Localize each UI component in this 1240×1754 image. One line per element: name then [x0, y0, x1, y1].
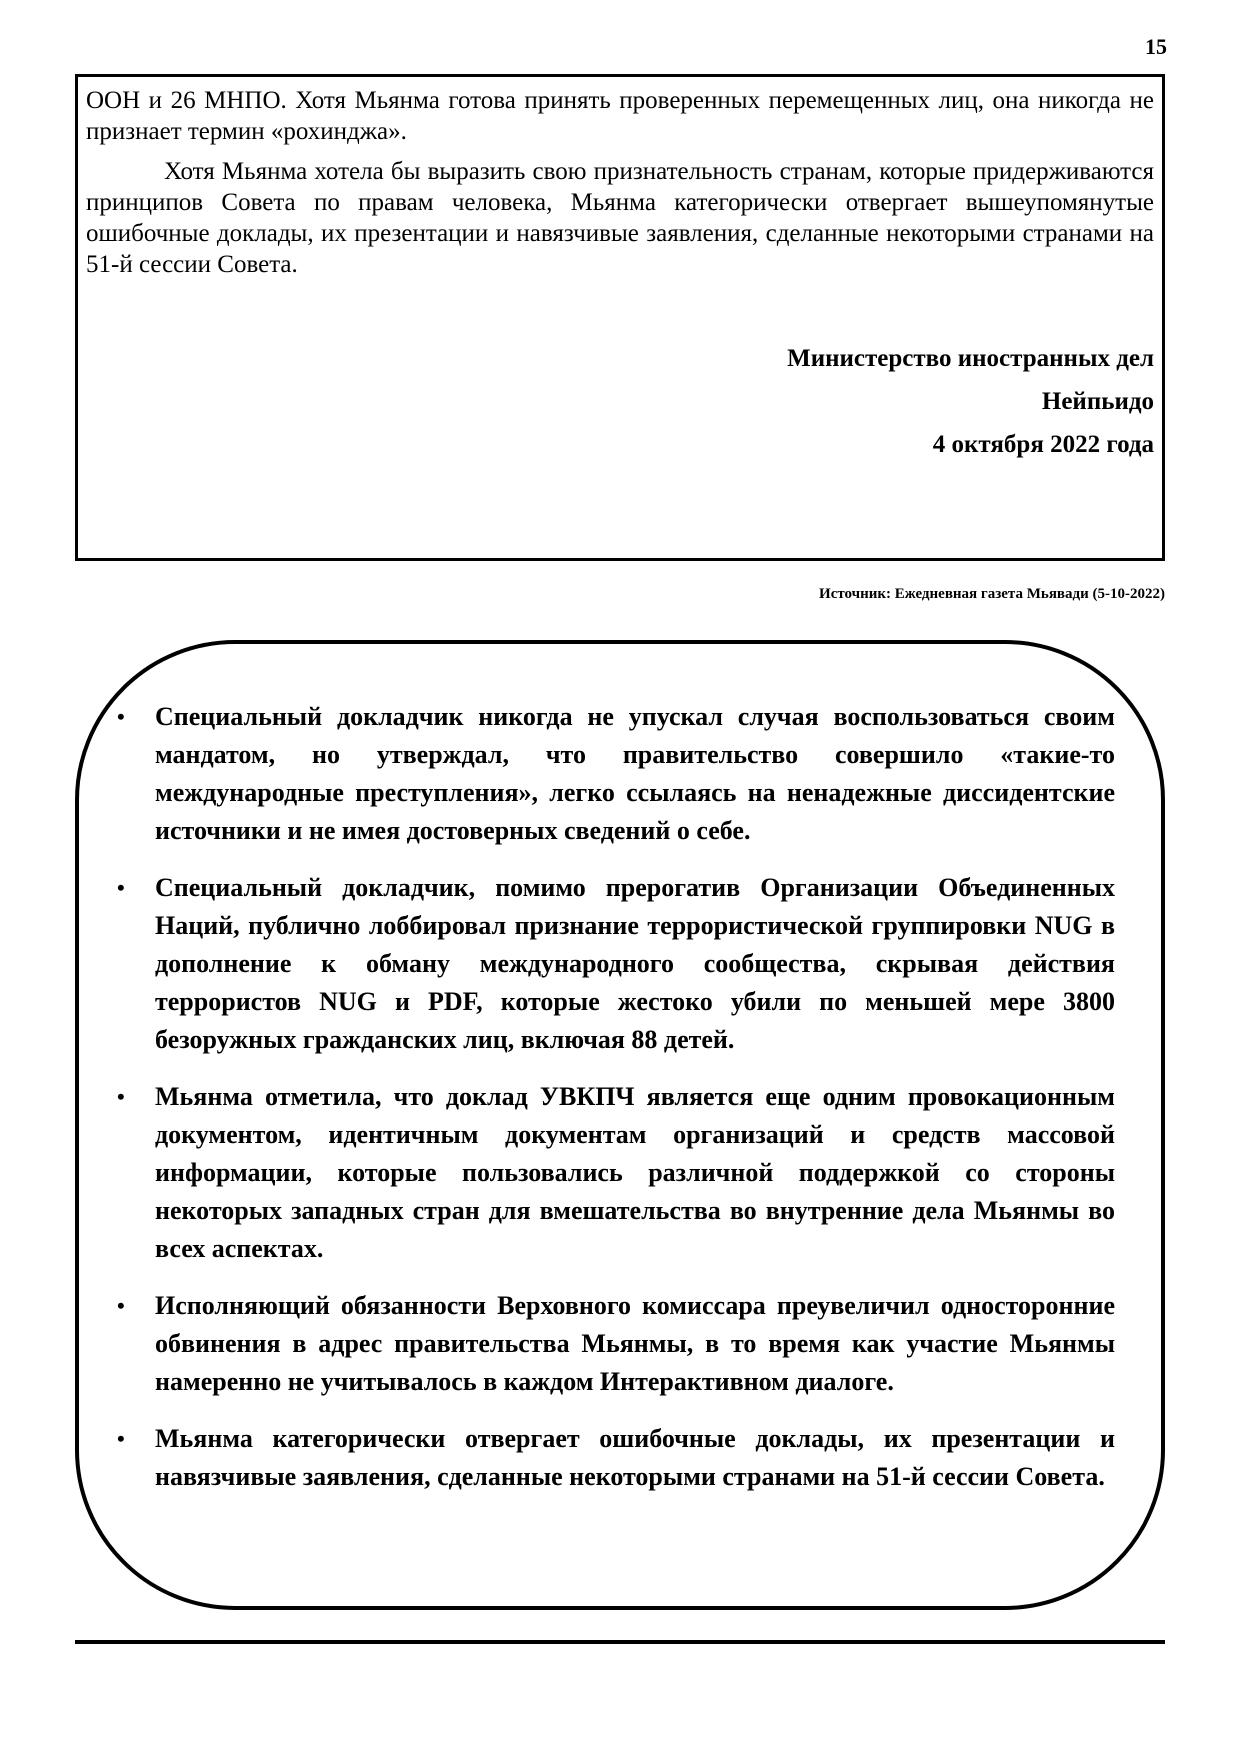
signature-ministry: Министерство иностранных дел: [787, 345, 1154, 372]
summary-bullet-list: [117, 698, 1115, 1515]
list-item: [117, 869, 1115, 1059]
list-item: [117, 1287, 1115, 1401]
bullet-icon: •: [117, 1426, 125, 1451]
statement-paragraph-2: Хотя Мьянма хотела бы выразить свою признательность странам, которые придерживаются принципов Совета по правам человека, Мьянма категорически отвергает вышеупомянутые ошибочные доклады, их презентации и навязчивые заявления, сделанные некоторыми странами на 51-й сессии Совета.: [86, 158, 1154, 278]
bullet-icon: •: [117, 875, 125, 900]
page-number: 15: [1145, 34, 1167, 59]
source-citation: Источник: Ежедневная газета Мьявади (5-10-2022): [819, 586, 1165, 602]
list-item: [117, 1420, 1115, 1496]
bullet-text: Мьянма отметила, что доклад УВКПЧ является еще одним провокационным документом, идентичным документам организаций и средств массовой информации, которые пользовались различной поддержкой со стороны некоторых западных стран для вмешательства во внутренние дела Мьянмы во всех аспектах.: [155, 1082, 1115, 1263]
bullet-icon: •: [117, 704, 125, 729]
signature-block: [86, 337, 1154, 466]
statement-box: [75, 74, 1165, 561]
list-item: [117, 1078, 1115, 1268]
bullet-icon: •: [117, 1293, 125, 1318]
statement-paragraph-1: ООН и 26 МНПО. Хотя Мьянма готова принять проверенных перемещенных лиц, она никогда не признает термин «рохинджа».: [86, 87, 1154, 145]
signature-date: 4 октября 2022 года: [932, 431, 1154, 458]
bullet-text: Специальный докладчик, помимо прерогатив Организации Объединенных Наций, публично лоббировал признание террористической группировки NUG в дополнение к обману международного сообщества, скрывая действия террористов NUG и PDF, которые жестоко убили по меньшей мере 3800 безоружных гражданских лиц, включая 88 детей.: [155, 873, 1115, 1054]
bullet-text: Мьянма категорически отвергает ошибочные доклады, их презентации и навязчивые заявления, сделанные некоторыми странами на 51-й сессии Совета.: [155, 1424, 1115, 1491]
bullet-text: Исполняющий обязанности Верховного комиссара преувеличил односторонние обвинения в адрес правительства Мьянмы, в то время как участие Мьянмы намеренно не учитывалось в каждом Интерактивном диалоге.: [155, 1291, 1115, 1396]
bullet-icon: •: [117, 1084, 125, 1109]
bottom-divider: [75, 1640, 1165, 1644]
signature-city: Нейпьидо: [1041, 388, 1154, 415]
list-item: [117, 698, 1115, 850]
bullet-text: Специальный докладчик никогда не упускал случая воспользоваться своим мандатом, но утверждал, что правительство совершило «такие-то международные преступления», легко ссылаясь на ненадежные диссидентские источники и не имея достоверных сведений о себе.: [155, 702, 1115, 845]
